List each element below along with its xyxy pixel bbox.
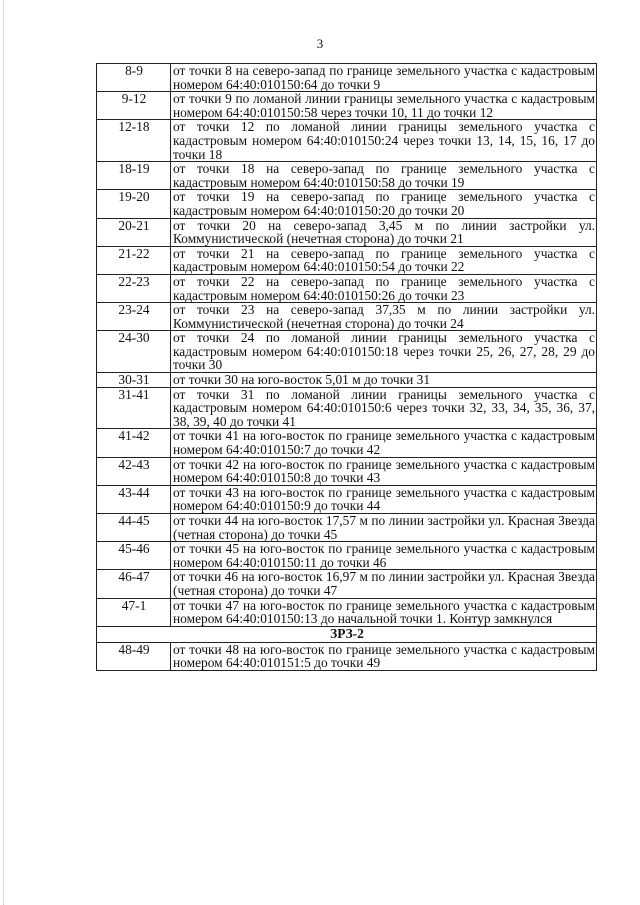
description-cell: от точки 42 на юго-восток по границе земельного участка с кадастровым номером 64:40:010150:8 до точки 43 (171, 457, 597, 485)
table-row (97, 246, 597, 274)
scan-margin-line (3, 0, 5, 905)
description-cell: от точки 24 по ломаной линии границы земельного участка с кадастровым номером 64:40:010150:18 через точки 25, 26, 27, 28, 29 до точки 30 (171, 331, 597, 373)
description-cell: от точки 43 на юго-восток по границе земельного участка с кадастровым номером 64:40:010150:9 до точки 44 (171, 485, 597, 513)
segment-cell: 47-1 (97, 598, 171, 626)
segment-cell: 23-24 (97, 303, 171, 331)
description-cell: от точки 44 на юго-восток 17,57 м по линии застройки ул. Красная Звезда (четная сторона) до точки 45 (171, 514, 597, 542)
table-body (97, 64, 597, 671)
table-row (97, 218, 597, 246)
table-row (97, 598, 597, 626)
description-cell: от точки 19 на северо-запад по границе земельного участка с кадастровым номером 64:40:010150:20 до точки 20 (171, 190, 597, 218)
segment-cell: 9-12 (97, 92, 171, 120)
segment-cell: 48-49 (97, 642, 171, 670)
table-row (97, 303, 597, 331)
segment-cell: 21-22 (97, 246, 171, 274)
table-row (97, 92, 597, 120)
description-cell: от точки 8 на северо-запад по границе земельного участка с кадастровым номером 64:40:010150:64 до точки 9 (171, 64, 597, 92)
segment-cell: 18-19 (97, 162, 171, 190)
table-row (97, 387, 597, 429)
table-row (97, 514, 597, 542)
segment-cell: 41-42 (97, 429, 171, 457)
section-title: ЗРЗ-2 (97, 626, 597, 642)
description-cell: от точки 21 на северо-запад по границе земельного участка с кадастровым номером 64:40:010150:54 до точки 22 (171, 246, 597, 274)
description-cell: от точки 9 по ломаной линии границы земельного участка с кадастровым номером 64:40:010150:58 через точки 10, 11 до точки 12 (171, 92, 597, 120)
description-cell: от точки 41 на юго-восток по границе земельного участка с кадастровым номером 64:40:010150:7 до точки 42 (171, 429, 597, 457)
description-cell: от точки 46 на юго-восток 16,97 м по линии застройки ул. Красная Звезда (четная сторона) до точки 47 (171, 570, 597, 598)
description-cell: от точки 45 на юго-восток по границе земельного участка с кадастровым номером 64:40:010150:11 до точки 46 (171, 542, 597, 570)
description-cell: от точки 18 на северо-запад по границе земельного участка с кадастровым номером 64:40:010150:58 до точки 19 (171, 162, 597, 190)
description-cell: от точки 30 на юго-восток 5,01 м до точки 31 (171, 373, 597, 388)
description-cell: от точки 47 на юго-восток по границе земельного участка с кадастровым номером 64:40:010150:13 до начальной точки 1. Контур замкнулся (171, 598, 597, 626)
table-row (97, 190, 597, 218)
section-header-row (97, 626, 597, 642)
segment-cell: 20-21 (97, 218, 171, 246)
table-row (97, 457, 597, 485)
description-cell: от точки 48 на юго-восток по границе земельного участка с кадастровым номером 64:40:010151:5 до точки 49 (171, 642, 597, 670)
table-row (97, 120, 597, 162)
description-cell: от точки 20 на северо-запад 3,45 м по линии застройки ул. Коммунистической (нечетная сторона) до точки 21 (171, 218, 597, 246)
segment-cell: 43-44 (97, 485, 171, 513)
table-row (97, 162, 597, 190)
table-row (97, 274, 597, 302)
segment-cell: 42-43 (97, 457, 171, 485)
segment-cell: 45-46 (97, 542, 171, 570)
segment-cell: 30-31 (97, 373, 171, 388)
table-row (97, 429, 597, 457)
table-row (97, 373, 597, 388)
segment-cell: 31-41 (97, 387, 171, 429)
segment-cell: 44-45 (97, 514, 171, 542)
segment-cell: 8-9 (97, 64, 171, 92)
description-cell: от точки 31 по ломаной линии границы земельного участка с кадастровым номером 64:40:010150:6 через точки 32, 33, 34, 35, 36, 37, 38, 39, 40 до точки 41 (171, 387, 597, 429)
segment-cell: 24-30 (97, 331, 171, 373)
segment-cell: 46-47 (97, 570, 171, 598)
table-row (97, 485, 597, 513)
segment-cell: 22-23 (97, 274, 171, 302)
page-number: 3 (316, 36, 324, 51)
description-cell: от точки 23 на северо-запад 37,35 м по линии застройки ул. Коммунистической (нечетная сторона) до точки 24 (171, 303, 597, 331)
table-row (97, 542, 597, 570)
table-row (97, 642, 597, 670)
boundary-description-table (96, 63, 597, 671)
description-cell: от точки 12 по ломаной линии границы земельного участка с кадастровым номером 64:40:010150:24 через точки 13, 14, 15, 16, 17 до точки 18 (171, 120, 597, 162)
table-row (97, 64, 597, 92)
table-row (97, 570, 597, 598)
segment-cell: 12-18 (97, 120, 171, 162)
description-cell: от точки 22 на северо-запад по границе земельного участка с кадастровым номером 64:40:010150:26 до точки 23 (171, 274, 597, 302)
segment-cell: 19-20 (97, 190, 171, 218)
table-row (97, 331, 597, 373)
